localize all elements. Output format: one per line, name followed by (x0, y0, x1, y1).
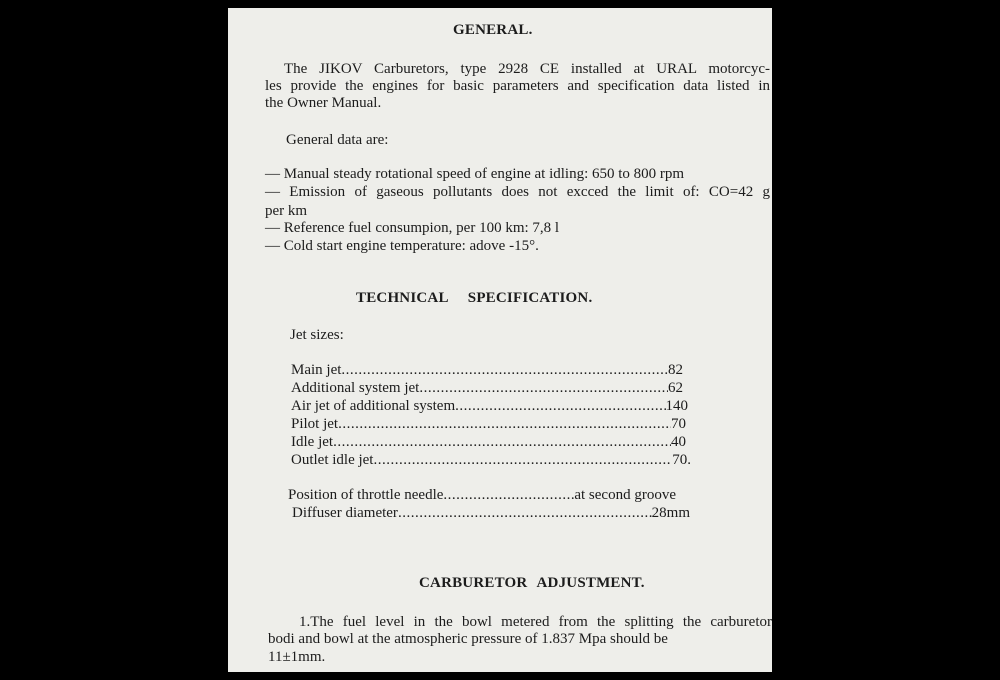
spec-value: 62 (668, 380, 683, 396)
spec-value: 70 (671, 416, 686, 432)
jet-sizes-label: Jet sizes: (290, 327, 344, 343)
bullet-cold-start: — Cold start engine temperature: adove -15°. (265, 238, 539, 254)
spec-row-main-jet (291, 362, 683, 380)
bullet-idle-speed: — Manual steady rotational speed of engine at idling: 650 to 800 rpm (265, 166, 685, 182)
intro-line-2: les provide the engines for basic parameters and specification data listed in (265, 78, 770, 94)
technical-heading: TECHNICAL SPECIFICATION. (356, 290, 593, 306)
spec-row-throttle-needle (288, 487, 676, 505)
spec-label: Diffuser diameter (292, 505, 398, 521)
spec-label: Outlet idle jet (291, 452, 374, 468)
spec-row-idle-jet (291, 434, 686, 452)
spec-label: Air jet of additional system (291, 398, 456, 414)
bullet-emission: — Emission of gaseous pollutants does not excced the limit of: CO=42 g (265, 184, 770, 200)
spec-row-diffuser-diameter (292, 505, 690, 523)
bullet-fuel-consumption: — Reference fuel consumpion, per 100 km: 7,8 l (265, 220, 560, 236)
adjustment-line-1: 1.The fuel level in the bowl metered from the splitting the carburetor (299, 614, 772, 630)
adjustment-heading: CARBURETOR ADJUSTMENT. (419, 575, 645, 591)
spec-row-additional-system-jet (291, 380, 683, 398)
spec-value: 70. (672, 452, 691, 468)
spec-row-pilot-jet (291, 416, 686, 434)
spec-label: Additional system jet (291, 380, 420, 396)
spec-value: 28mm (651, 505, 690, 521)
spec-label: Position of throttle needle (288, 487, 444, 503)
spec-label: Pilot jet (291, 416, 339, 432)
general-data-label: General data are: (286, 132, 389, 148)
spec-value: 82 (668, 362, 683, 378)
spec-label: Main jet (291, 362, 342, 378)
intro-line-1: The JIKOV Carburetors, type 2928 CE installed at URAL motorcyc- (284, 61, 770, 77)
adjustment-line-2: bodi and bowl at the atmospheric pressure of 1.837 Mpa should be (268, 631, 668, 647)
spec-row-outlet-idle-jet (291, 452, 691, 470)
intro-line-3: the Owner Manual. (265, 95, 382, 111)
spec-value: 40 (671, 434, 686, 450)
spec-label: Idle jet (291, 434, 334, 450)
general-heading: GENERAL. (453, 22, 533, 38)
spec-value: 140 (665, 398, 688, 414)
spec-row-air-jet (291, 398, 688, 416)
adjustment-line-3: 11±1mm. (268, 649, 326, 665)
bullet-emission-cont: per km (265, 203, 308, 219)
scanned-page (228, 8, 772, 672)
spec-value: at second groove (574, 487, 676, 503)
